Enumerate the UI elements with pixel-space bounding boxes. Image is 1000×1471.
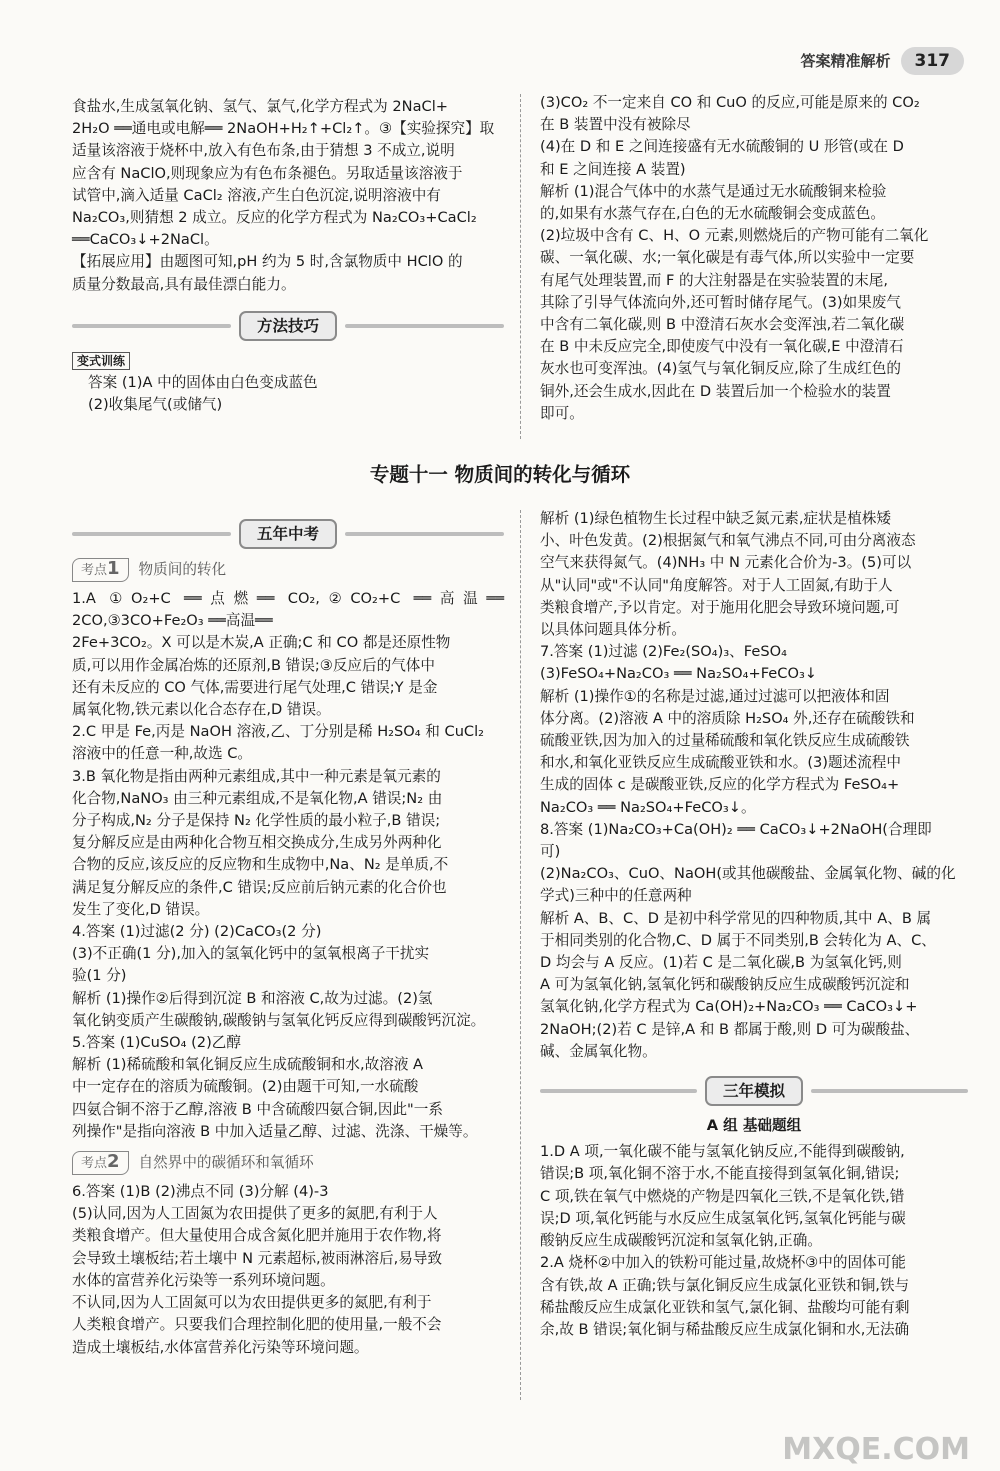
kaodian-2 <box>72 1151 504 1175</box>
text-line: 中含有二氧化碳,则 B 中澄清石灰水会变浑浊,若二氧化碳 <box>540 316 905 334</box>
text-line: 2Fe+3CO₂。X 可以是木炭,A 正确;C 和 CO 都是还原性物 <box>72 634 451 652</box>
text-line: 不认同,因为人工固氮可以为农田提供更多的氮肥,有利于 <box>72 1294 432 1312</box>
text-line: 灰水也可变浑浊。(4)氢气与氧化铜反应,除了生成红色的 <box>540 360 901 378</box>
text-line: 3.B 氧化物是指由两种元素组成,其中一种元素是氧元素的 <box>72 767 441 785</box>
text-line: 余,故 B 错误;氧化铜与稀盐酸反应生成氯化铜和水,无法确 <box>540 1320 910 1338</box>
text-line: 满足复分解反应的条件,C 错误;反应前后钠元素的化合价也 <box>72 878 447 896</box>
text-line: ══CaCO₃↓+2NaCl。 <box>72 231 219 249</box>
text-line: 还有未反应的 CO 气体,需要进行尾气处理,C 错误;Y 是金 <box>72 678 438 696</box>
text-line: 合物的反应,该反应的反应物和生成物中,Na、N₂ 是单质,不 <box>72 856 449 874</box>
variant-training-tag: 变式训练 <box>72 352 130 370</box>
section-three-year-title: 三年模拟 <box>705 1076 803 1106</box>
kaodian-1-title: 物质间的转化 <box>138 560 227 578</box>
text-line: 空气来获得氮气。(4)NH₃ 中 N 元素化合价为-3。(5)可以 <box>540 554 912 572</box>
text-line: (2)Na₂CO₃、CuO、NaOH(或其他碳酸盐、金属氧化物、碱的化 <box>540 865 956 883</box>
text-line: A 可为氢氧化钠,氢氧化钙和碳酸钠反应生成碳酸钙沉淀和 <box>540 976 910 994</box>
text-line: 中一定存在的溶质为硫酸铜。(2)由题干可知,一水硫酸 <box>72 1078 419 1096</box>
text-line: 在 B 装置中没有被除尽 <box>540 116 691 134</box>
text-line: 应含有 NaClO,则现象应为有色布条褪色。另取适量该溶液于 <box>72 164 463 182</box>
text-line: Na₂CO₃,则猜想 2 成立。反应的化学方程式为 Na₂CO₃+CaCl₂ <box>72 209 477 227</box>
kaodian-1 <box>72 558 504 582</box>
text-line: 氢氧化钠,化学方程式为 Ca(OH)₂+Na₂CO₃ ══ CaCO₃↓+ <box>540 998 918 1016</box>
text-line: 类粮食增产。但大量使用合成含氮化肥并施用于农作物,将 <box>72 1227 442 1245</box>
topic-title: 专题十一 物质间的转化与循环 <box>369 463 631 486</box>
text-line: 化合物,NaNO₃ 由三种元素组成,不是氧化物,A 错误;N₂ 由 <box>72 789 443 807</box>
text-line: 属氧化物,铁元素以化合态存在,D 错误。 <box>72 701 331 719</box>
text-line: 的,如果有水蒸气存在,白色的无水硫酸铜会变成蓝色。 <box>540 205 885 223</box>
text-line: 1.A ①O₂+C ══点燃══ CO₂,②CO₂+C ══高温══ 2CO,③3CO+Fe₂O₃ ══高温══ <box>72 590 504 630</box>
text-line: 2.C 甲是 Fe,丙是 NaOH 溶液,乙、丁分别是稀 H₂SO₄ 和 CuCl₂ <box>72 723 485 741</box>
text-line: 即可。 <box>540 404 584 422</box>
text-line: 和水,和氧化亚铁反应生成硫酸亚铁和水。(3)题述流程中 <box>540 754 901 772</box>
main-left-text-a <box>72 588 504 1143</box>
text-line: 解析 A、B、C、D 是初中科学常见的四种物质,其中 A、B 属 <box>540 909 932 927</box>
text-line: 试管中,滴入适量 CaCl₂ 溶液,产生白色沉淀,说明溶液中有 <box>72 186 441 204</box>
text-line: (4)在 D 和 E 之间连接盛有无水硫酸铜的 U 形管(或在 D <box>540 138 904 156</box>
text-line: 发生了变化,D 错误。 <box>72 900 210 918</box>
section-five-year-title: 五年中考 <box>239 519 337 549</box>
text-line: (2)收集尾气(或储气) <box>88 396 223 414</box>
text-line: 碱、金属氧化物。 <box>540 1042 657 1060</box>
text-line: 解析 (1)操作②后得到沉淀 B 和溶液 C,故为过滤。(2)氢 <box>72 989 433 1007</box>
main-right-text-a <box>540 508 968 1063</box>
text-line: 可) <box>540 843 561 861</box>
text-line: (3)CO₂ 不一定来自 CO 和 CuO 的反应,可能是原来的 CO₂ <box>540 94 920 111</box>
section-method-title: 方法技巧 <box>239 311 337 341</box>
top-left-text <box>72 96 504 296</box>
main-left-text-b <box>72 1181 504 1359</box>
text-line: 于相同类别的化合物,C、D 属于不同类别,B 会转化为 A、C、 <box>540 931 936 949</box>
text-line: 2H₂O ══通电或电解══ 2NaOH+H₂↑+Cl₂↑。③【实验探究】取 <box>72 120 495 138</box>
text-line: 在 B 中未反应完全,即使废气中没有一氧化碳,E 中澄清石 <box>540 338 904 356</box>
kaodian-1-badge: 考点1 <box>72 558 129 582</box>
text-line: 食盐水,生成氢氧化钠、氢气、氯气,化学方程式为 2NaCl+ <box>72 98 449 115</box>
text-line: 错误;B 项,氧化铜不溶于水,不能直接得到氢氧化铜,错误; <box>540 1165 900 1183</box>
watermark-logo: MXQE.COM <box>782 1431 970 1467</box>
section-method <box>72 310 504 342</box>
text-line: 分子构成,N₂ 分子是保持 N₂ 化学性质的最小粒子,B 错误; <box>72 812 441 830</box>
text-line: 列操作"是指向溶液 B 中加入适量乙醇、过滤、洗涤、干燥等。 <box>72 1122 478 1140</box>
column-divider-top <box>520 94 522 439</box>
header-title: 答案精准解析 <box>800 51 891 70</box>
text-line: 人类粮食增产。只要我们合理控制化肥的使用量,一般不会 <box>72 1316 442 1334</box>
text-line: 适量该溶液于烧杯中,放入有色布条,由于猜想 3 不成立,说明 <box>72 142 455 160</box>
kaodian-2-badge: 考点2 <box>72 1151 129 1175</box>
text-line: 铜外,还会生成水,因此在 D 装置后加一个检验水的装置 <box>540 382 891 400</box>
text-line: 碳、一氧化碳、水;一氧化碳是有毒气体,所以实验中一定要 <box>540 249 915 267</box>
text-line: 水体的富营养化污染等一系列环境问题。 <box>72 1271 335 1289</box>
section-five-year <box>72 518 504 550</box>
text-line: D 均会与 A 反应。(1)若 C 是二氧化碳,B 为氢氧化钙,则 <box>540 954 902 972</box>
text-line: (5)认同,因为人工固氮为农田提供了更多的氮肥,有利于人 <box>72 1205 438 1223</box>
text-line: 5.答案 (1)CuSO₄ (2)乙醇 <box>72 1034 241 1052</box>
text-line: 和 E 之间连接 A 装置) <box>540 160 686 178</box>
text-line: 四氨合铜不溶于乙醇,溶液 B 中含硫酸四氨合铜,因此"一系 <box>72 1100 443 1118</box>
text-line: 2NaOH;(2)若 C 是锌,A 和 B 都属于酸,则 D 可为碳酸盐、 <box>540 1020 920 1038</box>
text-line: 解析 (1)稀硫酸和氧化铜反应生成硫酸铜和水,故溶液 A <box>72 1056 424 1074</box>
text-line: 7.答案 (1)过滤 (2)Fe₂(SO₄)₃、FeSO₄ <box>540 643 787 661</box>
text-line: 体分离。(2)溶液 A 中的溶质除 H₂SO₄ 外,还存在硫酸铁和 <box>540 709 915 727</box>
text-line: 解析 (1)混合气体中的水蒸气是通过无水硫酸铜来检验 <box>540 182 887 200</box>
text-line: 解析 (1)绿色植物生长过程中缺乏氮元素,症状是植株矮 <box>540 510 892 527</box>
top-left-column <box>72 96 504 416</box>
text-line: 酸钠反应生成碳酸钙沉淀和氢氧化钠,正确。 <box>540 1232 822 1250</box>
kaodian-2-title: 自然界中的碳循环和氧循环 <box>138 1153 314 1171</box>
text-line: 复分解反应是由两种化合物互相交换成分,生成另外两种化 <box>72 834 442 852</box>
text-line: 【拓展应用】由题图可知,pH 约为 5 时,含氯物质中 HClO 的 <box>72 253 463 271</box>
text-line: 造成土壤板结,水体富营养化污染等环境问题。 <box>72 1338 369 1356</box>
text-line: 8.答案 (1)Na₂CO₃+Ca(OH)₂ ══ CaCO₃↓+2NaOH(合理即 <box>540 820 932 838</box>
main-right-column <box>540 508 968 1341</box>
text-line: 其除了引导气体流向外,还可暂时储存尾气。(3)如果废气 <box>540 293 901 311</box>
column-divider-bottom <box>520 510 522 1400</box>
text-line: 会导致土壤板结;若土壤中 N 元素超标,被雨淋溶后,易导致 <box>72 1249 443 1267</box>
text-line: 小、叶色发黄。(2)根据氮气和氧气沸点不同,可由分离液态 <box>540 532 916 550</box>
page-header <box>800 46 964 76</box>
text-line: (3)FeSO₄+Na₂CO₃ ══ Na₂SO₄+FeCO₃↓ <box>540 665 818 683</box>
text-line: 质量分数最高,具有最佳漂白能力。 <box>72 275 296 293</box>
text-line: 解析 (1)操作①的名称是过滤,通过过滤可以把液体和固 <box>540 687 890 705</box>
text-line: 误;D 项,氧化钙能与水反应生成氢氧化钙,氢氧化钙能与碳 <box>540 1209 906 1227</box>
text-line: 答案 (1)A 中的固体由白色变成蓝色 <box>88 374 318 392</box>
text-line: 类粮食增产,予以肯定。对于施用化肥会导致环境问题,可 <box>540 598 900 616</box>
top-right-column <box>540 92 968 425</box>
text-line: (3)不正确(1 分),加入的氢氧化钙中的氢氧根离子干扰实 <box>72 945 430 963</box>
page-number: 317 <box>901 47 965 75</box>
main-left-column <box>72 512 504 1359</box>
text-line: 质,可以用作金属冶炼的还原剂,B 错误;③反应后的气体中 <box>72 656 435 674</box>
text-line: 硫酸亚铁,因为加入的过量稀硫酸和氧化铁反应生成硫酸铁 <box>540 732 910 750</box>
text-line: 稀盐酸反应生成氯化亚铁和氢气,氯化铜、盐酸均可能有剩 <box>540 1298 910 1316</box>
text-line: Na₂CO₃ ══ Na₂SO₄+FeCO₃↓。 <box>540 798 756 816</box>
text-line: C 项,铁在氧气中燃烧的产物是四氧化三铁,不是氧化铁,错 <box>540 1187 905 1205</box>
text-line: (2)垃圾中含有 C、H、O 元素,则燃烧后的产物可能有二氧化 <box>540 227 929 245</box>
text-line: 4.答案 (1)过滤(2 分) (2)CaCO₃(2 分) <box>72 923 322 941</box>
text-line: 从"认同"或"不认同"角度解答。对于人工固氮,有助于人 <box>540 576 893 594</box>
main-right-text-b <box>540 1141 968 1341</box>
top-right-text <box>540 92 968 425</box>
text-line: 验(1 分) <box>72 967 127 985</box>
group-a-title: A 组 基础题组 <box>706 1117 802 1135</box>
text-line: 有尾气处理装置,而 F 的大注射器是在实验装置的末尾, <box>540 271 889 289</box>
text-line: 溶液中的任意一种,故选 C。 <box>72 745 253 763</box>
variant-answer <box>72 372 504 416</box>
text-line: 含有铁,故 A 正确;铁与氯化铜反应生成氯化亚铁和铜,铁与 <box>540 1276 910 1294</box>
text-line: 学式)三种中的任意两种 <box>540 887 692 905</box>
section-three-year <box>540 1075 968 1107</box>
text-line: 1.D A 项,一氧化碳不能与氢氧化钠反应,不能得到碳酸钠, <box>540 1143 905 1161</box>
text-line: 氧化钠变质产生碳酸钠,碳酸钠与氢氧化钙反应得到碳酸钙沉淀。 <box>72 1011 486 1029</box>
text-line: 以具体问题具体分析。 <box>540 621 686 639</box>
text-line: 2.A 烧杯②中加入的铁粉可能过量,故烧杯③中的固体可能 <box>540 1254 906 1272</box>
text-line: 生成的固体 c 是碳酸亚铁,反应的化学方程式为 FeSO₄+ <box>540 776 900 794</box>
text-line: 6.答案 (1)B (2)沸点不同 (3)分解 (4)-3 <box>72 1183 329 1201</box>
